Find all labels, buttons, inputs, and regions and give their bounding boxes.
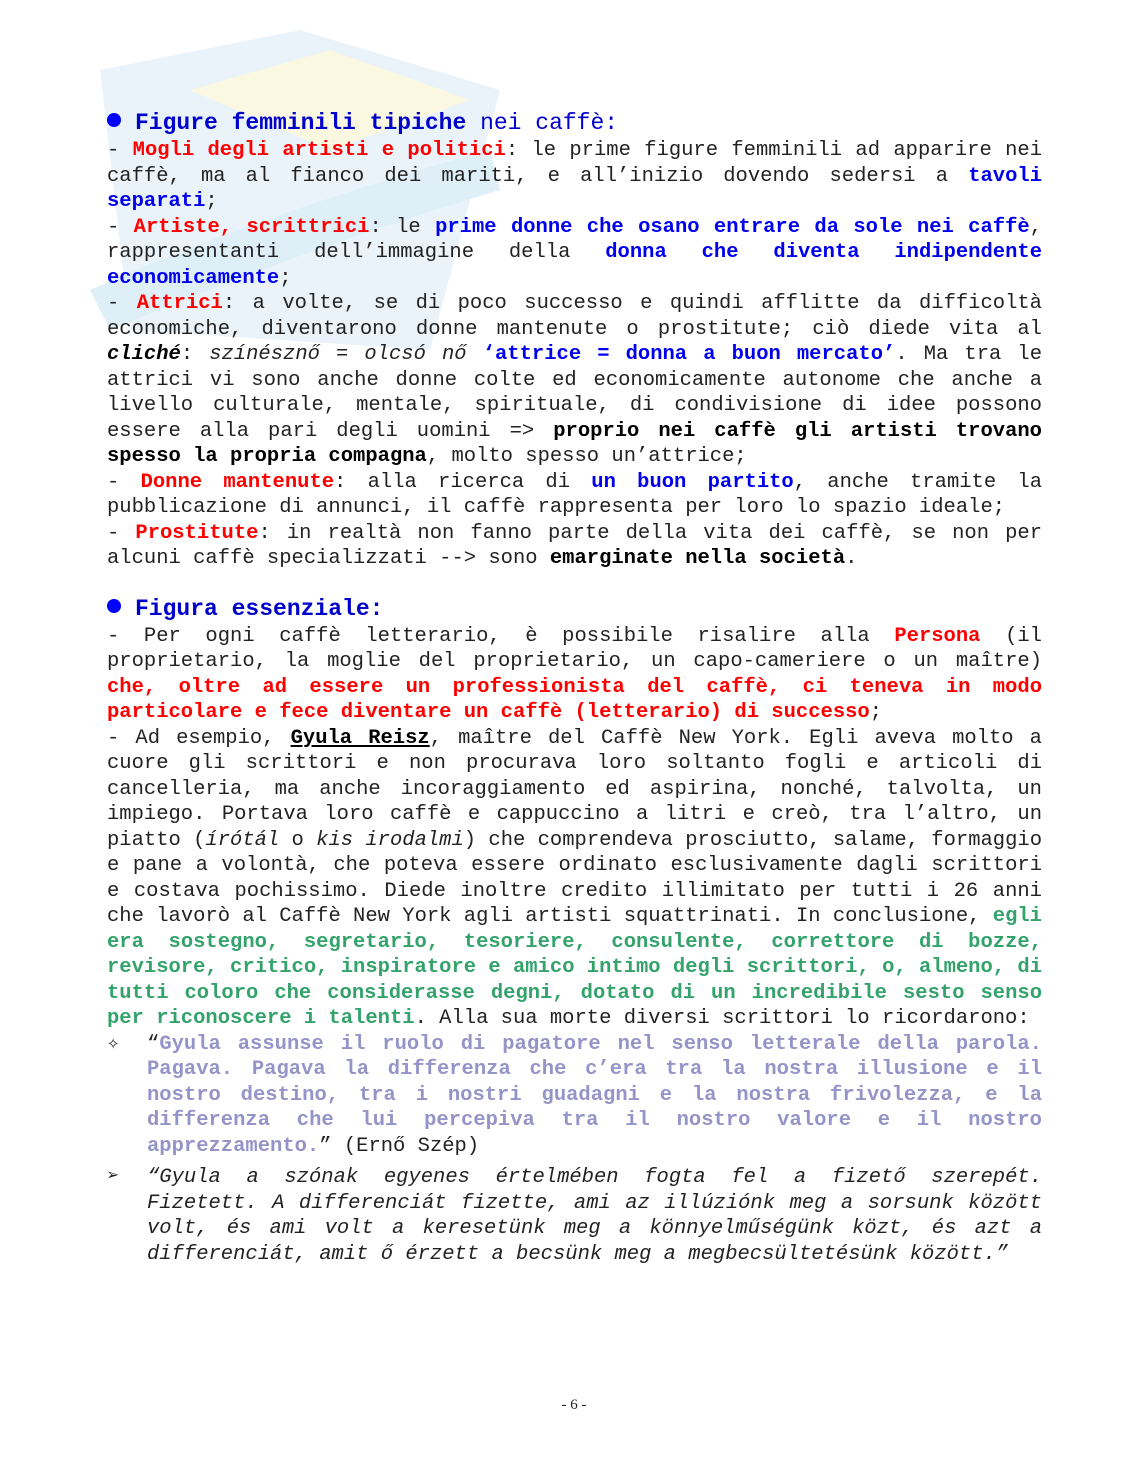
- strong-text: un buon partito: [591, 470, 794, 494]
- four-point-star-icon: ✧: [107, 1032, 120, 1056]
- heading-rest-text: nei caffè:: [466, 110, 619, 136]
- text: (il proprietario, la moglie del proprietario, un capo-cameriere o un maître): [107, 624, 1042, 673]
- text: - Per ogni caffè letterario, è possibile risalire alla: [107, 624, 895, 648]
- dash: -: [107, 139, 133, 162]
- text: . Alla sua morte diversi scrittori lo ricordarono:: [414, 1007, 1030, 1030]
- text: : a volte, se di poco successo e quindi afflitte da difficoltà economiche, diventarono donne mantenute o prostitute; ciò diede vita al: [107, 292, 1042, 341]
- term-mogli: Mogli degli artisti e politici: [132, 139, 506, 162]
- bullet-dot-icon: [107, 113, 121, 127]
- quote-hungarian: [107, 1165, 1042, 1267]
- document-page: [107, 108, 1042, 1267]
- text: . Ma tra le attrici vi sono anche donne colte ed economicamente autonome che anche a livello culturale, mentale, spirituale, di condivisione di idee possono essere alla pari degli uomini =>: [107, 343, 1042, 443]
- dash: -: [107, 292, 137, 315]
- dash: -: [107, 521, 136, 545]
- quote-text: Gyula assunse il ruolo di pagatore nel senso letterale della parola. Pagava. Pagava la differenza che c’era tra la nostra illusione e il nostro destino, tra i nostri guadagni e la nostra frivolezza, e la differenza che lui percepiva tra il nostro valore e il nostro apprezzamento.: [147, 1032, 1042, 1158]
- term-artiste: Artiste, scrittrici: [133, 215, 370, 239]
- strong-text: emarginate nella società: [549, 547, 846, 570]
- name-gyula-reisz: Gyula Reisz: [290, 726, 430, 750]
- page-number: - 6 -: [561, 1397, 587, 1413]
- quote-author: (Ernő Szép): [343, 1134, 480, 1158]
- paragraph-mogli: [107, 138, 1042, 215]
- term-attrici: Attrici: [136, 292, 223, 315]
- text-end: .: [845, 547, 858, 570]
- text: - Ad esempio,: [107, 726, 291, 750]
- strong-text: proprio nei caffè gli artisti trovano spesso la propria compagna: [107, 419, 1042, 468]
- heading-text: Figura essenziale:: [135, 595, 384, 622]
- text: : le prime figure femminili ad apparire nei caffè, ma al fianco dei mariti, e all’inizio dovendo sedersi a: [107, 139, 1042, 188]
- term-mantenute: Donne mantenute: [140, 470, 335, 494]
- quote-text: “Gyula a szónak egyenes értelmében fogta fel a fizető szerepét. Fizetett. A differenciát fizette, ami az illúziónk meg a sorsunk között volt, és ami volt a keresetünk meg a könnyelműségünk közt, és azt a differenciát, amit ő érzett a becsünk meg a megbecsültetésünk között.”: [147, 1166, 1042, 1266]
- paragraph-attrici: [107, 291, 1042, 470]
- dash: -: [107, 470, 141, 494]
- text: , maître del Caffè New York. Egli aveva molto a cuore gli scrittori e non procurava loro soltanto fogli e articoli di cancelleria, ma anche incoraggiamento ed aspirina, nonché, talvolta, un impiego. Portava loro caffè e cappuccino a litri e creò, tra l’altro, un piatto (: [107, 726, 1042, 852]
- arrowhead-icon: ➢: [107, 1166, 120, 1189]
- bullet-dot-icon: [107, 599, 121, 613]
- hungarian-saying: színésznő = olcsó nő: [209, 343, 467, 366]
- strong-text: egli era sostegno, segretario, tesoriere, consulente, correttore di bozze, revisore, critico, inspiratore e amico intimo degli scrittori, o, almeno, di tutti coloro che considerasse degni, dotato di un incredibile sesto senso per riconoscere i talenti: [107, 905, 1042, 1030]
- term-prostitute: Prostitute: [135, 521, 259, 545]
- section-heading-figura-essenziale: [107, 594, 1042, 624]
- cliche-quote: ‘attrice = donna a buon mercato’: [482, 343, 896, 366]
- text-end: ;: [205, 190, 218, 213]
- strong-text: donna che diventa indipendente economicamente: [107, 241, 1042, 290]
- paragraph-artiste: [107, 215, 1042, 292]
- paragraph-mantenute: [107, 470, 1042, 521]
- text-end: ;: [279, 266, 292, 290]
- heading-bold-text: Figure femminili tipiche: [135, 110, 467, 136]
- strong-text: prime donne che osano entrare da sole nei caffè: [435, 215, 1030, 239]
- text: : in realtà non fanno parte della vita dei caffè, se non per alcuni caffè specializzati --> sono: [107, 521, 1043, 570]
- space: [467, 343, 483, 366]
- text: , rappresentanti dell’immagine della: [107, 215, 1042, 264]
- section-heading-figure-femminili: [107, 108, 1042, 138]
- dish-name-2: kis irodalmi: [316, 828, 464, 852]
- text: o: [279, 828, 317, 852]
- text-end: , molto spesso un’attrice;: [426, 445, 747, 468]
- text: : le: [369, 215, 436, 239]
- strong-text: tavoli separati: [107, 164, 1042, 213]
- term-persona: Persona: [894, 624, 981, 648]
- paragraph-prostitute: [107, 521, 1042, 572]
- dish-name: írótál: [205, 828, 280, 852]
- strong-text: che, oltre ad essere un professionista del caffè, ci teneva in modo particolare e fece diventare un caffè (letterario) di successo: [107, 675, 1042, 724]
- quote-italian: [107, 1032, 1042, 1160]
- quote-close: ”: [319, 1134, 344, 1158]
- quote-open: “: [147, 1032, 160, 1056]
- text: ) che comprendeva prosciutto, salame, formaggio e pane a volontà, che poteva essere ordinato esclusivamente dagli scrittori e costava pochissimo. Diede inoltre credito illimitato per tutti i 26 anni che lavorò al Caffè New York agli artisti squattrinati. In conclusione,: [107, 828, 1043, 928]
- paragraph-persona: [107, 624, 1042, 726]
- text: , anche tramite la pubblicazione di annunci, il caffè rappresenta per loro lo spazio ideale;: [107, 470, 1043, 519]
- paragraph-gyula-reisz: [107, 726, 1042, 1032]
- cliche-term: cliché: [107, 343, 181, 366]
- colon: :: [180, 343, 210, 366]
- text-end: ;: [869, 701, 883, 724]
- dash: -: [107, 215, 134, 239]
- text: : alla ricerca di: [334, 470, 592, 494]
